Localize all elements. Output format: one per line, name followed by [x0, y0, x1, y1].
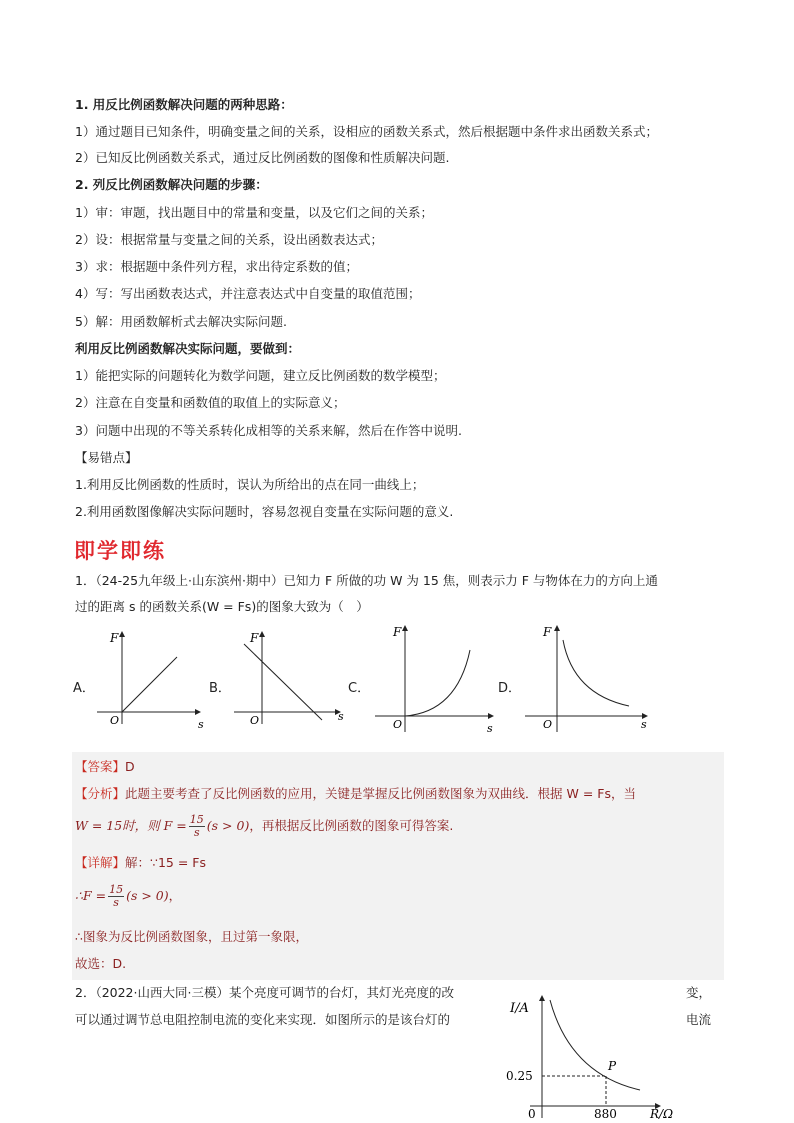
option-a-s-label: s	[198, 718, 204, 729]
option-b-f-label: F	[250, 631, 259, 645]
option-d-label: D．	[498, 681, 522, 696]
solution-f-line	[75, 882, 181, 910]
graph-point-p: P	[608, 1059, 617, 1073]
option-a-label: A．	[73, 681, 95, 696]
option-b-s-label: s	[338, 710, 344, 723]
step-line-2: 2）设：根据常量与变量之间的关系，设出函数表达式；	[75, 232, 383, 247]
practice-banner: 即学即练	[74, 538, 166, 563]
option-c-s-label: s	[487, 722, 493, 735]
question-1-line-1: 1．（24-25九年级上·山东滨州·期中）已知力 F 所做的功 W 为 15 焦，则表示力 F 与物体在力的方向上通	[75, 573, 658, 588]
option-b-origin: O	[250, 714, 260, 727]
answer-line	[75, 757, 135, 777]
option-c-f-label: F	[393, 625, 402, 639]
question-1-line-2: 过的距离 s 的函数关系(W = Fs)的图象大致为（ ）	[75, 599, 369, 614]
graph-y-tick: 0.25	[506, 1069, 533, 1083]
req-line-3: 3）问题中出现的不等关系转化成相等的关系来解，然后在作答中说明.	[75, 423, 462, 438]
question-2-line-1b: 变，	[686, 985, 712, 1000]
graph-x-tick: 880	[594, 1107, 617, 1120]
choice-line: 故选：D.	[75, 956, 127, 971]
current-resistance-graph	[500, 990, 690, 1120]
analysis-line-2	[75, 812, 453, 840]
section-heading-2: 2. 列反比例函数解决问题的步骤：	[75, 177, 268, 192]
analysis-line-1	[75, 784, 636, 804]
fraction-numerator: 15	[189, 813, 204, 826]
conclusion-line: ∴图象为反比例函数图象，且过第一象限，	[75, 929, 308, 944]
fraction-15-over-s-2	[108, 884, 124, 909]
question-2-line-2b: 电流	[686, 1012, 712, 1027]
analysis-tag: 【分析】	[75, 786, 126, 801]
domain-condition: (s > 0)	[206, 818, 250, 833]
intro-line-2: 2）已知反比例函数关系式，通过反比例函数的图像和性质解决问题.	[75, 150, 450, 165]
option-a-f-label: F	[110, 631, 119, 645]
graph-origin: 0	[528, 1107, 536, 1120]
fraction-numerator-2: 15	[109, 883, 124, 896]
therefore-f: ∴F =	[75, 888, 107, 903]
analysis-w-condition: W = 15时，则 F =	[75, 818, 187, 833]
option-b-graph	[228, 624, 348, 729]
intro-line-1: 1）通过题目已知条件，明确变量之间的关系，设相应的函数关系式，然后根据题中条件求出函数关系式；	[75, 124, 658, 139]
analysis-text: 此题主要考查了反比例函数的应用，关键是掌握反比例函数图象为双曲线．根据 W = Fs，当	[125, 786, 636, 801]
error-point-1: 1.利用反比例函数的性质时，误认为所给出的点在同一曲线上；	[75, 477, 425, 492]
option-d-graph	[517, 620, 652, 735]
option-d-f-label: F	[543, 625, 552, 639]
question-2-line-2a: 可以通过调节总电阻控制电流的变化来实现．如图所示的是该台灯的	[75, 1012, 451, 1027]
detail-tag: 【详解】	[75, 855, 126, 870]
graph-x-label: R/Ω	[650, 1107, 674, 1120]
detail-text: 解：∵15 = Fs	[125, 855, 206, 870]
option-d-s-label: s	[641, 718, 647, 731]
domain-condition-2: (s > 0)	[126, 888, 169, 903]
fraction-denominator: s	[193, 826, 200, 839]
req-line-1: 1）能把实际的问题转化为数学问题，建立反比例函数的数学模型；	[75, 368, 446, 383]
option-a-origin: O	[110, 714, 120, 727]
option-a-graph	[92, 624, 212, 729]
graph-y-label: I/A	[510, 1001, 529, 1016]
fraction-15-over-s	[189, 814, 205, 839]
section-heading-3: 利用反比例函数解决实际问题，要做到：	[75, 341, 301, 356]
solution-tail: ，	[168, 888, 182, 903]
step-line-3: 3）求：根据题中条件列方程，求出待定系数的值；	[75, 259, 358, 274]
error-points-heading: 【易错点】	[75, 450, 138, 465]
detail-line	[75, 853, 206, 873]
option-c-label: C．	[348, 681, 371, 696]
step-line-4: 4）写：写出函数表达式，并注意表达式中自变量的取值范围；	[75, 286, 421, 301]
question-2-line-1a: 2．（2022·山西大同·三模）某个亮度可调节的台灯，其灯光亮度的改	[75, 985, 454, 1000]
section-heading-1: 1. 用反比例函数解决问题的两种思路：	[75, 97, 293, 112]
error-point-2: 2.利用函数图像解决实际问题时，容易忽视自变量在实际问题的意义.	[75, 504, 454, 519]
fraction-denominator-2: s	[113, 896, 119, 909]
req-line-2: 2）注意在自变量和函数值的取值上的实际意义；	[75, 395, 346, 410]
option-b-label: B．	[209, 681, 231, 696]
answer-value: D	[125, 759, 135, 774]
step-line-5: 5）解：用函数解析式去解决实际问题.	[75, 314, 287, 329]
option-d-origin: O	[543, 718, 553, 731]
option-c-origin: O	[393, 718, 403, 731]
analysis-tail: ，再根据反比例函数的图象可得答案.	[249, 818, 454, 833]
step-line-1: 1）审：审题，找出题目中的常量和变量，以及它们之间的关系；	[75, 205, 433, 220]
answer-tag: 【答案】	[75, 759, 126, 774]
option-c-graph	[367, 620, 497, 735]
